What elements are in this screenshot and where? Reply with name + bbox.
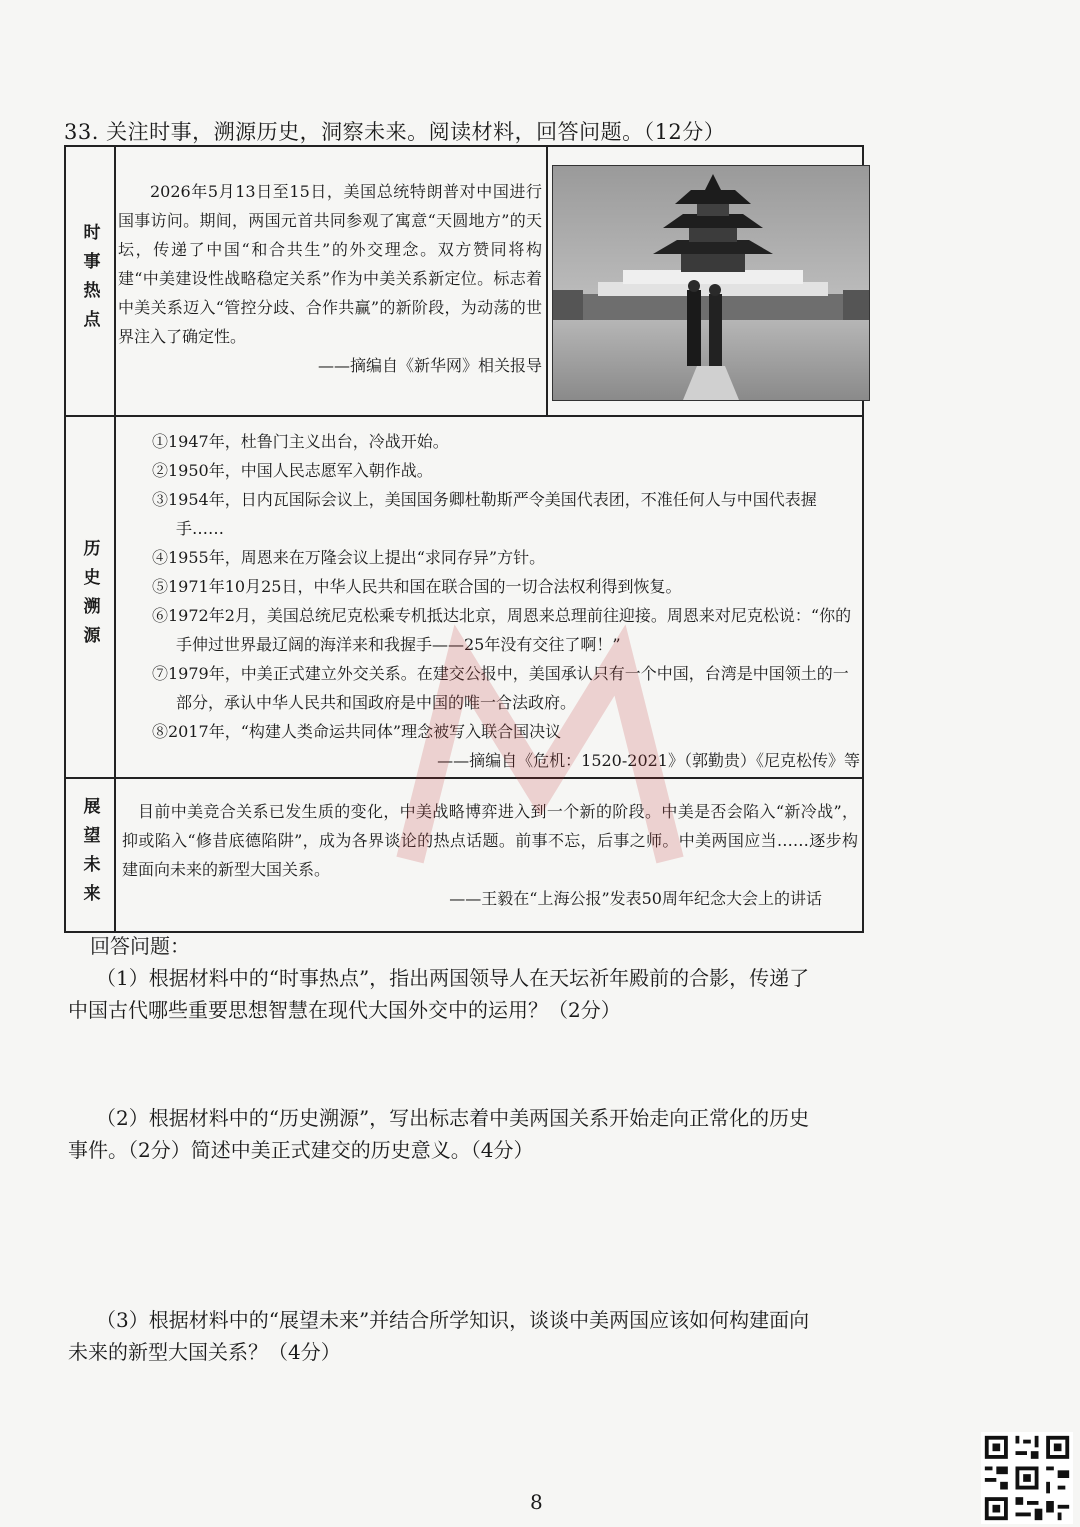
hot-news-content <box>116 147 862 415</box>
question-1: （1）根据材料中的“时事热点”，指出两国领导人在天坛祈年殿前的合影，传递了中国古代哪些重要思想智慧在现代大国外交中的运用？（2分） <box>68 966 810 1022</box>
label-hot-news-text: 时事热点 <box>79 223 100 339</box>
row-hot-news <box>66 147 862 415</box>
label-history-text: 历史溯源 <box>79 539 100 655</box>
material-table <box>64 145 864 933</box>
hot-news-text-block <box>116 147 548 415</box>
list-item: ⑥1972年2月，美国总统尼克松乘专机抵达北京，周恩来总理前往迎接。周恩来对尼克松说：“你的手伸过世界最辽阔的海洋来和我握手——25年没有交往了啊！” <box>152 606 852 654</box>
hot-news-source: ——摘编自《新华网》相关报导 <box>317 356 542 375</box>
label-future <box>66 779 116 931</box>
row-future <box>66 777 862 931</box>
row-history <box>66 415 862 777</box>
list-item: ④1955年，周恩来在万隆会议上提出“求同存异”方针。 <box>152 548 546 567</box>
page-number: 8 <box>530 1490 543 1514</box>
list-item: ③1954年，日内瓦国际会议上，美国国务卿杜勒斯严令美国代表团，不准任何人与中国代表握手…… <box>152 490 817 538</box>
future-text: 目前中美竞合关系已发生质的变化，中美战略博弈进入到一个新的阶段。中美是否会陷入“新冷战”，抑或陷入“修昔底德陷阱”，成为各界谈论的热点话题。前事不忘，后事之师。中美两国应当……逐步构建面向未来的新型大国关系。 <box>122 802 858 879</box>
history-source: ——摘编自《危机：1520-2021》（郭勤贵）《尼克松传》等 <box>437 751 860 770</box>
qr-code-icon[interactable] <box>979 1432 1075 1524</box>
list-item: ⑦1979年，中美正式建立外交关系。在建交公报中，美国承认只有一个中国，台湾是中国领土的一部分，承认中华人民共和国政府是中国的唯一合法政府。 <box>152 664 849 712</box>
history-list <box>116 417 862 746</box>
answer-heading: 回答问题： <box>90 934 190 958</box>
future-content <box>116 779 862 931</box>
question-2: （2）根据材料中的“历史溯源”，写出标志着中美两国关系开始走向正常化的历史事件。（2分）简述中美正式建交的历史意义。（4分） <box>68 1106 810 1162</box>
question-title: 33. 关注时事，溯源历史，洞察未来。阅读材料，回答问题。（12分） <box>64 120 726 144</box>
answer-section <box>68 930 828 1364</box>
list-item: ②1950年，中国人民志愿军入朝作战。 <box>152 461 433 480</box>
future-source: ——王毅在“上海公报”发表50周年纪念大会上的讲话 <box>449 889 822 908</box>
label-history <box>66 417 116 777</box>
question-3: （3）根据材料中的“展望未来”并结合所学知识，谈谈中美两国应该如何构建面向未来的新型大国关系？（4分） <box>68 1308 810 1364</box>
history-content <box>116 417 862 777</box>
label-hot-news <box>66 147 116 415</box>
hot-news-text: 2026年5月13日至15日，美国总统特朗普对中国进行国事访问。期间，两国元首共同参观了寓意“天圆地方”的天坛，传递了中国“和合共生”的外交理念。双方赞同将构建“中美建设性战略稳定关系”作为中美关系新定位。标志着中美关系迈入“管控分歧、合作共赢”的新阶段，为动荡的世界注入了确定性。 <box>118 182 542 346</box>
temple-of-heaven-photo <box>552 165 870 401</box>
list-item: ⑤1971年10月25日，中华人民共和国在联合国的一切合法权利得到恢复。 <box>152 577 682 596</box>
label-future-text: 展望未来 <box>79 797 100 913</box>
list-item: ⑧2017年，“构建人类命运共同体”理念被写入联合国决议 <box>152 722 562 741</box>
list-item: ①1947年，杜鲁门主义出台，冷战开始。 <box>152 432 449 451</box>
